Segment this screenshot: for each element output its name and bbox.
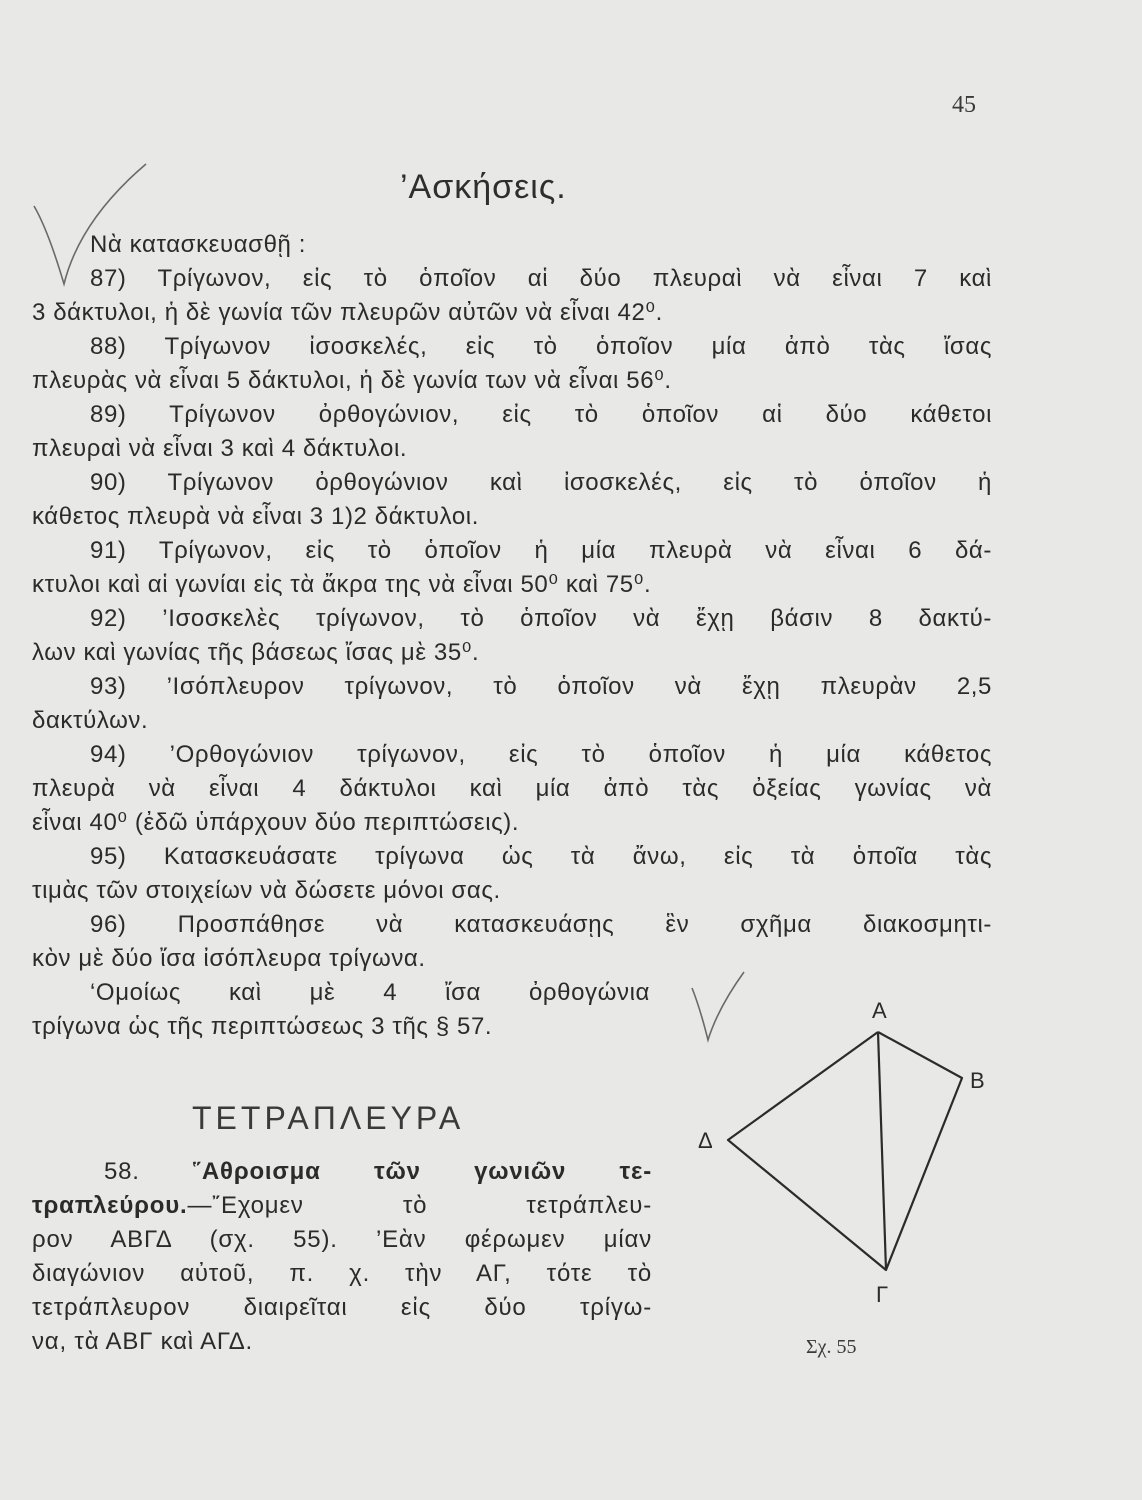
exercise-line: κὸν μὲ δύο ἴσα ἰσόπλευρα τρίγωνα. [32, 945, 426, 972]
exercise-intro: Νὰ κατασκευασθῇ : [90, 231, 307, 258]
exercise-line: 94) ’Ορθογώνιον τρίγωνον, εἰς τὸ ὁποῖον ἡ μία κάθετος [90, 741, 992, 768]
exercise-line: λων καὶ γωνίας τῆς βάσεως ἴσας μὲ 35⁰. [32, 639, 480, 666]
exercise-line: τρίγωνα ὡς τῆς περιπτώσεως 3 τῆς § 57. [32, 1013, 493, 1040]
section-58-title-line [32, 1155, 652, 1189]
exercise-line: 3 δάκτυλοι, ἡ δὲ γωνία τῶν πλευρῶν αὐτῶν νὰ εἶναι 42⁰. [32, 299, 663, 326]
exercise-line: κάθετος πλευρὰ νὰ εἶναι 3 1)2 δάκτυλοι. [32, 503, 479, 530]
section-58 [32, 1155, 652, 1359]
section-58-line: διαγώνιον αὐτοῦ, π. χ. τὴν ΑΓ, τότε τὸ [32, 1260, 652, 1287]
exercise-line: εἶναι 40⁰ (ἐδῶ ὑπάρχουν δύο περιπτώσεις). [32, 809, 520, 836]
figure-outline [728, 1032, 962, 1270]
exercise-line: πλευραὶ νὰ εἶναι 3 καὶ 4 δάκτυλοι. [32, 435, 408, 462]
exercise-line: 89) Τρίγωνον ὀρθογώνιον, εἰς τὸ ὁποῖον αἱ δύο κάθετοι [90, 401, 992, 428]
section-58-line: τετράπλευρον διαιρεῖται εἰς δύο τρίγω- [32, 1294, 652, 1321]
vertex-label-d: Δ [698, 1128, 713, 1153]
exercise-line: 91) Τρίγωνον, εἰς τὸ ὁποῖον ἡ μία πλευρὰ νὰ εἶναι 6 δά- [90, 537, 992, 564]
section-title-continued: τραπλεύρου. [32, 1192, 188, 1219]
exercise-line: πλευρὰ νὰ εἶναι 4 δάκτυλοι καὶ μία ἀπὸ τὰς ὀξείας γωνίας νὰ [32, 775, 992, 802]
section-title: ῞Αθροισμα τῶν γωνιῶν τε- [193, 1158, 653, 1185]
exercise-line: δακτύλων. [32, 707, 149, 734]
section-heading: ΤΕΤΡΑΠΛΕΥΡΑ [192, 1100, 465, 1136]
section-58-line: να, τὰ ΑΒΓ καὶ ΑΓΔ. [32, 1328, 253, 1355]
exercise-line: 87) Τρίγωνον, εἰς τὸ ὁποῖον αἱ δύο πλευραὶ νὰ εἶναι 7 καὶ [90, 265, 992, 292]
quadrilateral-figure [680, 990, 1000, 1370]
figure-diagonal [878, 1032, 886, 1270]
exercise-line: κτυλοι καὶ αἱ γωνίαι εἰς τὰ ἄκρα της νὰ εἶναι 50⁰ καὶ 75⁰. [32, 571, 652, 598]
exercises-title: ’Ασκήσεις. [400, 168, 567, 206]
exercise-line: 88) Τρίγωνον ἰσοσκελές, εἰς τὸ ὁποῖον μία ἀπὸ τὰς ἴσας [90, 333, 992, 360]
exercise-line: πλευρὰς νὰ εἶναι 5 δάκτυλοι, ἡ δὲ γωνία των νὰ εἶναι 56⁰. [32, 367, 672, 394]
exercises-list [32, 228, 992, 1044]
exercise-line: 96) Προσπάθησε νὰ κατασκευάσῃς ἓν σχῆμα διακοσμητι- [90, 911, 992, 938]
figure-caption: Σχ. 55 [806, 1336, 857, 1358]
exercise-line: 92) ’Ισοσκελὲς τρίγωνον, τὸ ὁποῖον νὰ ἔχῃ βάσιν 8 δακτύ- [90, 605, 992, 632]
exercise-line: 90) Τρίγωνον ὀρθογώνιον καὶ ἰσοσκελές, εἰς τὸ ὁποῖον ἡ [90, 469, 992, 496]
page-number: 45 [952, 92, 976, 118]
section-58-line: ρον ΑΒΓΔ (σχ. 55). ’Εὰν φέρωμεν μίαν [32, 1226, 652, 1253]
exercise-line: τιμὰς τῶν στοιχείων νὰ δώσετε μόνοι σας. [32, 877, 501, 904]
vertex-label-a: Α [872, 998, 887, 1023]
vertex-label-g: Γ [876, 1282, 889, 1307]
section-text: —῎Εχομεν τὸ τετράπλευ- [187, 1192, 652, 1219]
exercise-line: 95) Κατασκευάσατε τρίγωνα ὡς τὰ ἄνω, εἰς τὰ ὁποῖα τὰς [90, 843, 992, 870]
exercise-line: ‘Ομοίως καὶ μὲ 4 ἴσα ὀρθογώνια [90, 979, 650, 1006]
vertex-label-b: Β [970, 1068, 985, 1093]
exercise-line: 93) ’Ισόπλευρον τρίγωνον, τὸ ὁποῖον νὰ ἔχῃ πλευρὰν 2,5 [90, 673, 992, 700]
section-58-line [32, 1189, 652, 1223]
section-number: 58. [104, 1158, 140, 1185]
